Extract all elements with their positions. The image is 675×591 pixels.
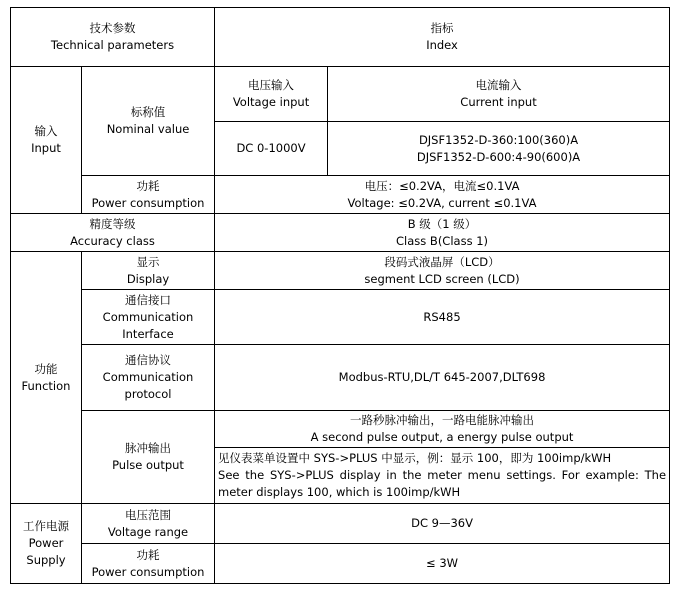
display-value-cell <box>215 252 670 290</box>
interface-row <box>11 290 670 345</box>
accuracy-value-en: Class B(Class 1) <box>396 233 489 248</box>
supply-group-en-2: Supply <box>26 553 66 567</box>
pulse-value-1-cn: 一路秒脉冲输出，一路电能脉冲输出 <box>350 413 535 427</box>
input-group-cell <box>11 67 82 214</box>
input-power-value-cell <box>215 176 670 214</box>
accuracy-row <box>11 214 670 252</box>
spec-table-wrapper <box>10 7 670 584</box>
input-group-cn: 输入 <box>34 124 58 138</box>
protocol-value-cell <box>215 345 670 411</box>
supply-voltage-label-en: Voltage range <box>107 524 189 539</box>
header-index-cell <box>215 8 670 67</box>
supply-voltage-value: DC 9—36V <box>411 516 473 530</box>
voltage-input-value-cell <box>215 122 328 176</box>
voltage-input-value: DC 0-1000V <box>236 141 306 155</box>
header-index-cn: 指标 <box>430 21 454 35</box>
display-label-en: Display <box>126 271 170 286</box>
supply-power-row <box>11 544 670 584</box>
supply-voltage-label-cell <box>82 504 215 544</box>
interface-label-en-1: Communication <box>102 309 194 324</box>
accuracy-value-cell <box>215 214 670 252</box>
supply-voltage-row <box>11 504 670 544</box>
supply-group-en-1: Power <box>28 536 64 550</box>
current-input-head-cn: 电流输入 <box>475 78 522 92</box>
protocol-label-cn: 通信协议 <box>125 353 171 367</box>
header-param-cn: 技术参数 <box>89 21 136 35</box>
supply-power-label-cn: 功耗 <box>136 547 160 562</box>
nominal-label-en: Nominal value <box>106 122 190 136</box>
interface-value-cell <box>215 290 670 345</box>
accuracy-label-cell <box>11 214 215 252</box>
accuracy-label-cn: 精度等级 <box>89 216 136 231</box>
input-power-row <box>11 176 670 214</box>
header-index-en: Index <box>426 38 458 52</box>
current-input-head-cell <box>328 67 670 122</box>
input-power-value-cn: 电压：≤0.2VA，电流≤0.1VA <box>364 178 520 193</box>
accuracy-label-en: Accuracy class <box>70 233 155 248</box>
supply-group-cn: 工作电源 <box>23 519 69 533</box>
current-input-value-cell <box>328 122 670 176</box>
supply-power-value-cell <box>215 544 670 584</box>
interface-label-cn: 通信接口 <box>125 292 171 307</box>
header-parameters-cell <box>11 8 215 67</box>
supply-power-value: ≤ 3W <box>426 556 459 570</box>
display-label-cn: 显示 <box>136 254 160 269</box>
accuracy-value-cn: B 级（1 级） <box>407 216 477 231</box>
header-param-en: Technical parameters <box>50 38 175 52</box>
protocol-label-en-1: Communication <box>102 370 194 384</box>
display-label-cell <box>82 252 215 290</box>
nominal-label-cell <box>82 67 215 176</box>
voltage-input-head-cn: 电压输入 <box>248 78 295 92</box>
header-row <box>11 8 670 67</box>
nominal-label-cn: 标称值 <box>130 105 166 119</box>
input-power-label-cell <box>82 176 215 214</box>
voltage-input-head-en: Voltage input <box>232 95 310 109</box>
current-input-value-2: DJSF1352-D-600:4-90(600)A <box>416 149 581 164</box>
input-power-label-cn: 功耗 <box>136 178 160 193</box>
protocol-value: Modbus-RTU,DL/T 645-2007,DLT698 <box>338 370 546 384</box>
pulse-label-cell <box>82 411 215 504</box>
display-row <box>11 252 670 290</box>
supply-power-label-cell <box>82 544 215 584</box>
pulse-value-2-cell <box>215 448 670 504</box>
function-group-cn: 功能 <box>34 361 58 376</box>
supply-group-cell <box>11 504 82 584</box>
supply-voltage-label-cn: 电压范围 <box>125 507 171 522</box>
protocol-label-en-2: protocol <box>124 387 172 401</box>
display-value-en: segment LCD screen (LCD) <box>364 271 520 286</box>
function-group-en: Function <box>21 378 71 393</box>
technical-parameters-table <box>10 7 670 584</box>
protocol-label-cell <box>82 345 215 411</box>
input-power-value-en: Voltage: ≤0.2VA, current ≤0.1VA <box>347 195 537 210</box>
display-value-cn: 段码式液晶屏（LCD） <box>384 254 500 269</box>
interface-value: RS485 <box>423 309 461 324</box>
voltage-input-head-cell <box>215 67 328 122</box>
function-group-cell <box>11 252 82 504</box>
input-power-label-en: Power consumption <box>91 195 205 210</box>
pulse-value-1-cell <box>215 411 670 448</box>
input-group-en: Input <box>31 141 61 155</box>
pulse-value-1-en: A second pulse output, a energy pulse output <box>310 430 574 444</box>
pulse-value-2-cn: 见仪表菜单设置中 SYS->PLUS 中显示，例：显示 100，即为 100imp/kWH <box>218 451 612 465</box>
supply-voltage-value-cell <box>215 504 670 544</box>
current-input-head-en: Current input <box>460 95 537 109</box>
pulse-value-2-en: See the SYS->PLUS display in the meter menu settings. For example: The meter displays 100, which is 100imp/kWH <box>218 468 667 499</box>
pulse-label-en: Pulse output <box>112 458 184 472</box>
interface-label-en-2: Interface <box>122 326 174 341</box>
protocol-row <box>11 345 670 411</box>
interface-label-cell <box>82 290 215 345</box>
supply-power-label-en: Power consumption <box>91 564 205 579</box>
pulse-label-cn: 脉冲输出 <box>125 441 171 455</box>
nominal-head-row <box>11 67 670 122</box>
current-input-value-1: DJSF1352-D-360:100(360)A <box>418 132 579 147</box>
pulse-row-1 <box>11 411 670 448</box>
